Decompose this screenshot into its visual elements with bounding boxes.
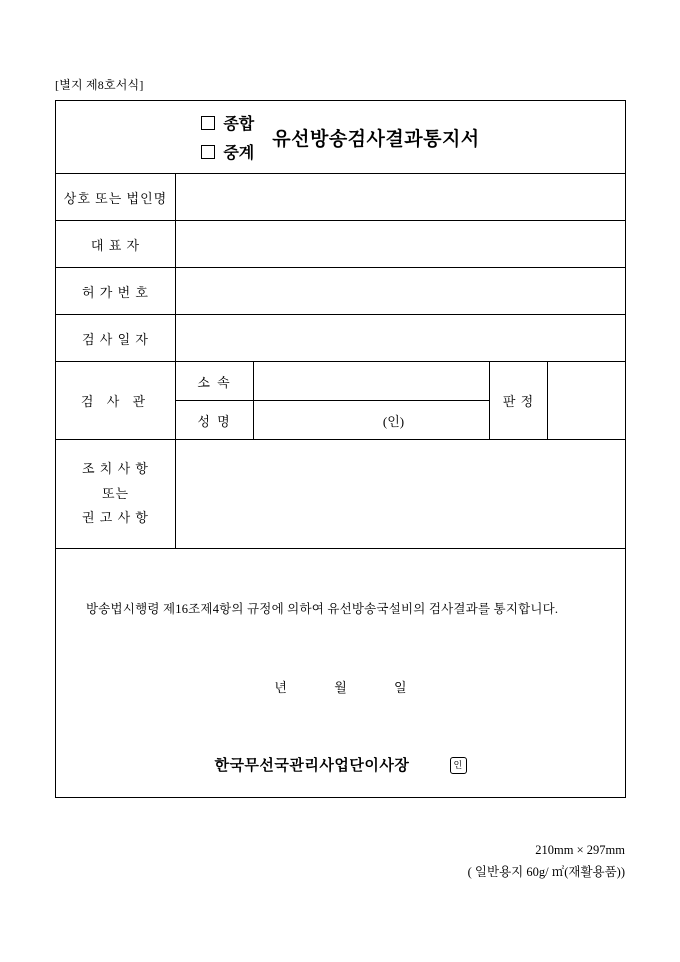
statement-cell [56, 549, 626, 798]
checkbox-option-comprehensive[interactable] [201, 111, 254, 134]
label-action-line1: 조 치 사 항 [82, 460, 149, 476]
notification-form-table [55, 100, 626, 798]
label-license-number: 허 가 번 호 [56, 268, 176, 315]
checkbox-icon[interactable] [201, 145, 215, 159]
table-row-representative [56, 221, 626, 268]
label-inspector-name: 성 명 [176, 401, 254, 440]
value-inspector-name[interactable] [254, 401, 490, 440]
label-action-items [56, 440, 176, 549]
checkbox-option-relay[interactable] [201, 140, 254, 163]
footer-note [468, 840, 625, 884]
label-judgement: 판 정 [490, 362, 548, 440]
value-action-items[interactable] [176, 440, 626, 549]
value-judgement[interactable] [548, 362, 626, 440]
date-line [56, 677, 625, 696]
footer-paper-type: ( 일반용지 60g/ ㎡(재활용품)) [467, 864, 625, 879]
label-inspector: 검 사 관 [56, 362, 176, 440]
label-affiliation: 소 속 [176, 362, 254, 401]
label-company-name: 상호 또는 법인명 [56, 174, 176, 221]
label-action-line3: 권 고 사 항 [82, 510, 149, 526]
label-action-line2: 또는 [101, 485, 130, 501]
broadcast-type-checkbox-group[interactable] [201, 111, 254, 163]
checkbox-label-comprehensive: 종합 [223, 116, 255, 133]
label-representative: 대 표 자 [56, 221, 176, 268]
form-reference: [별지 제8호서식] [55, 78, 144, 92]
table-row-inspector-affiliation [56, 362, 626, 401]
label-inspection-date: 검 사 일 자 [56, 315, 176, 362]
date-year: 년 [274, 680, 287, 695]
statement-text: 방송법시행령 제16조제4항의 규정에 의하여 유선방송국설비의 검사결과를 통지합니다. [86, 602, 559, 616]
value-license-number[interactable] [176, 268, 626, 315]
date-day: 일 [394, 680, 407, 695]
signer-name: 한국무선국관리사업단이사장 [214, 758, 410, 774]
value-affiliation[interactable] [254, 362, 490, 401]
footer-paper-size: 210mm × 297mm [535, 843, 625, 857]
date-month: 월 [334, 680, 347, 695]
table-row-header [56, 101, 626, 174]
table-row-company-name [56, 174, 626, 221]
checkbox-label-relay: 중계 [223, 145, 255, 162]
signer-line [56, 754, 625, 775]
table-row-license-number [56, 268, 626, 315]
document-title: 유선방송검사결과통지서 [272, 128, 480, 150]
table-row-action-items [56, 440, 626, 549]
stamp-icon: 인 [450, 757, 467, 774]
value-representative[interactable] [176, 221, 626, 268]
table-row-inspection-date [56, 315, 626, 362]
value-company-name[interactable] [176, 174, 626, 221]
seal-mark: (인) [382, 413, 405, 429]
header-cell [56, 101, 626, 174]
checkbox-icon[interactable] [201, 116, 215, 130]
value-inspection-date[interactable] [176, 315, 626, 362]
table-row-statement [56, 549, 626, 798]
